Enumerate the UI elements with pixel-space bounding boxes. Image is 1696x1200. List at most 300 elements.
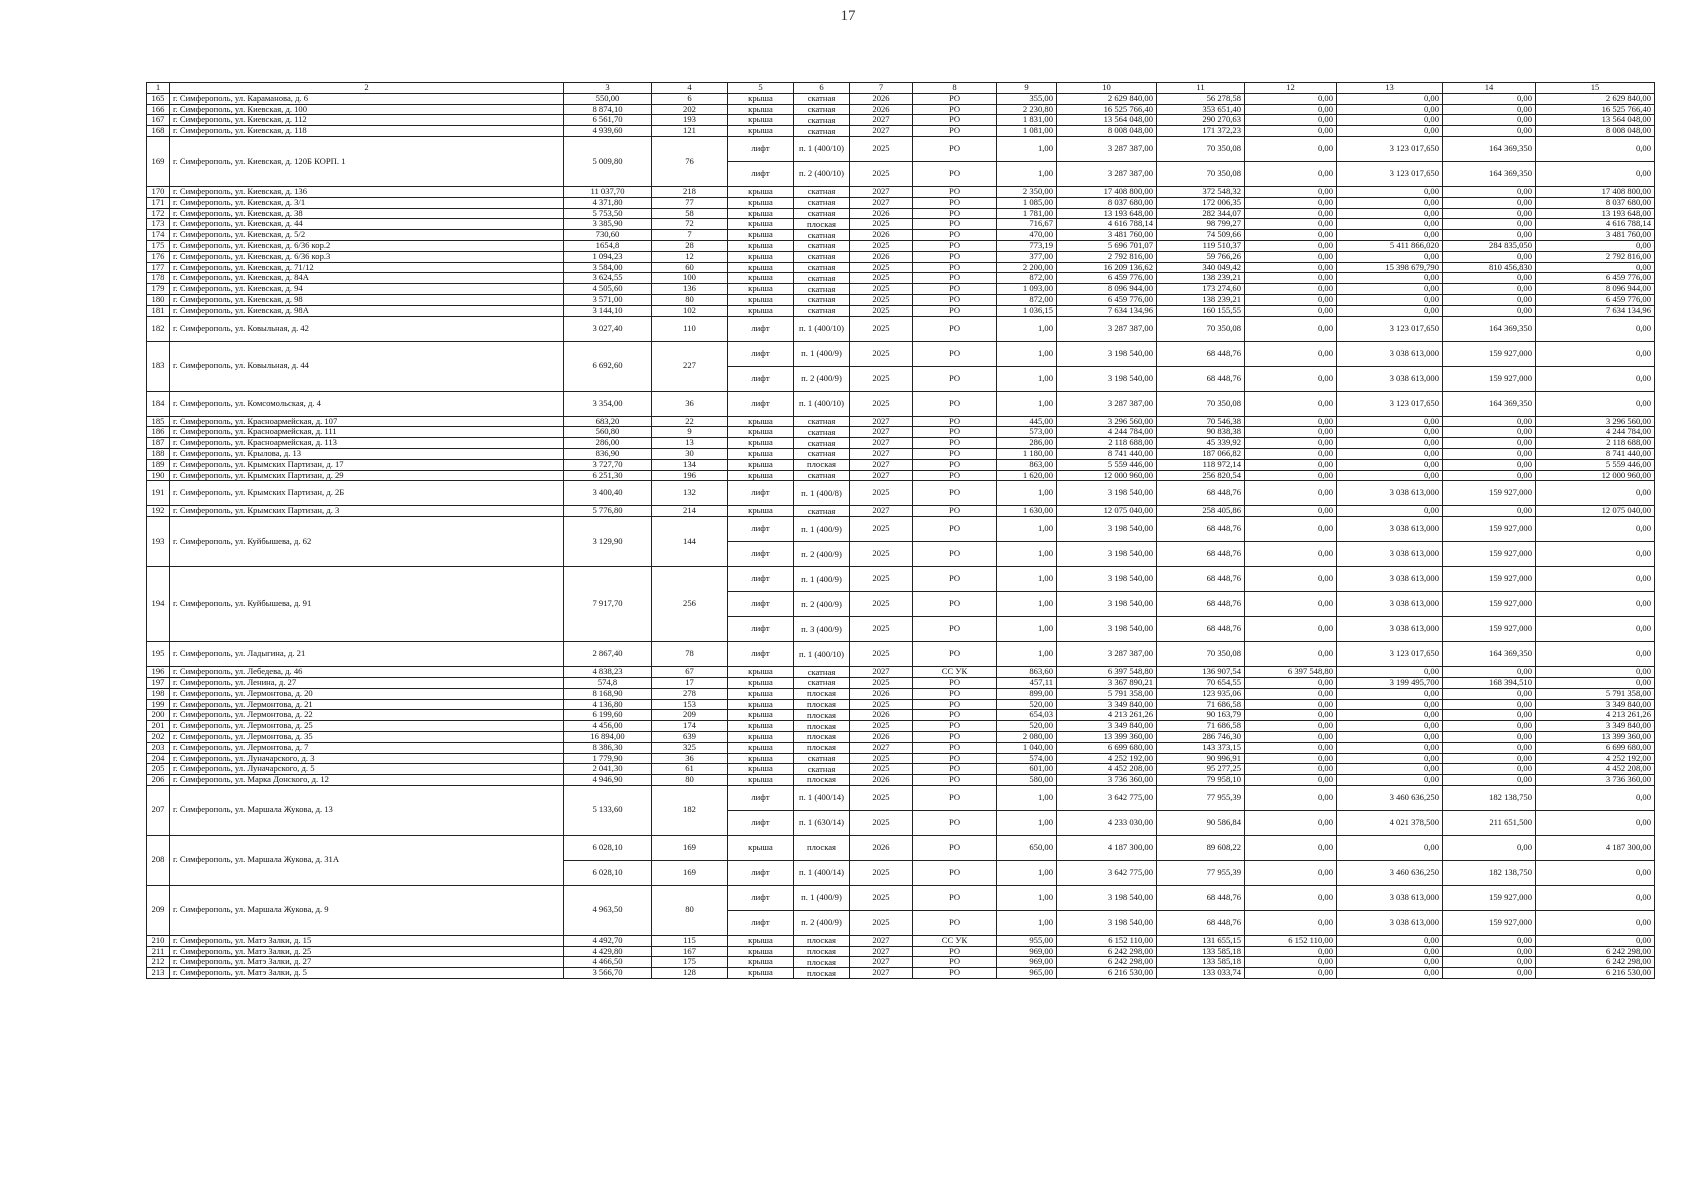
- area-cell: 3 129,90: [564, 517, 652, 567]
- total-cost-cell: 3 736 360,00: [1057, 775, 1157, 786]
- residents-cell: 58: [652, 208, 728, 219]
- residents-cell: 9: [652, 427, 728, 438]
- address-cell: г. Симферополь, ул. Киевская, д. 112: [170, 115, 564, 126]
- method-cell: РО: [913, 885, 997, 910]
- work-type-cell: лифт: [728, 341, 794, 366]
- page-number: 17: [840, 8, 856, 24]
- volume-cell: 2 350,00: [997, 186, 1057, 197]
- work-detail-cell: плоская: [794, 699, 850, 710]
- volume-cell: 1 620,00: [997, 470, 1057, 481]
- column-number: 11: [1157, 83, 1245, 94]
- work-detail-cell: скатная: [794, 305, 850, 316]
- table-row: [147, 481, 1655, 506]
- total-cost-cell: 3 198 540,00: [1057, 567, 1157, 592]
- table-row: [147, 742, 1655, 753]
- work-detail-cell: п. 2 (400/9): [794, 542, 850, 567]
- fund-cell: 0,00: [1337, 835, 1443, 860]
- area-cell: 5 753,50: [564, 208, 652, 219]
- unit-cost-cell: 56 278,58: [1157, 93, 1245, 104]
- residents-cell: 214: [652, 506, 728, 517]
- owner-funds-cell: 0,00: [1245, 230, 1337, 241]
- work-type-cell: крыша: [728, 427, 794, 438]
- work-type-cell: крыша: [728, 968, 794, 979]
- total-cost-cell: 3 287 387,00: [1057, 642, 1157, 667]
- budget-cell: 810 456,830: [1443, 262, 1536, 273]
- fund-cell: 0,00: [1337, 284, 1443, 295]
- unit-cost-cell: 172 006,35: [1157, 197, 1245, 208]
- address-cell: г. Симферополь, ул. Киевская, д. 94: [170, 284, 564, 295]
- other-funds-cell: 0,00: [1536, 592, 1655, 617]
- other-funds-cell: 5 559 446,00: [1536, 459, 1655, 470]
- unit-cost-cell: 68 448,76: [1157, 910, 1245, 935]
- table-row: [147, 699, 1655, 710]
- volume-cell: 654,03: [997, 710, 1057, 721]
- work-type-cell: крыша: [728, 305, 794, 316]
- volume-cell: 1,00: [997, 642, 1057, 667]
- year-cell: 2027: [850, 935, 913, 946]
- total-cost-cell: 17 408 800,00: [1057, 186, 1157, 197]
- other-funds-cell: 0,00: [1536, 642, 1655, 667]
- total-cost-cell: 3 198 540,00: [1057, 366, 1157, 391]
- other-funds-cell: 3 349 840,00: [1536, 721, 1655, 732]
- residents-cell: 102: [652, 305, 728, 316]
- total-cost-cell: 4 233 030,00: [1057, 810, 1157, 835]
- address-cell: г. Симферополь, ул. Красноармейская, д. 113: [170, 438, 564, 449]
- year-cell: 2025: [850, 262, 913, 273]
- fund-cell: 0,00: [1337, 186, 1443, 197]
- method-cell: РО: [913, 104, 997, 115]
- row-number-cell: 170: [147, 186, 170, 197]
- column-number-row: [147, 83, 1655, 94]
- year-cell: 2025: [850, 699, 913, 710]
- fund-cell: 3 038 613,000: [1337, 617, 1443, 642]
- work-detail-cell: плоская: [794, 742, 850, 753]
- year-cell: 2027: [850, 957, 913, 968]
- table-row: [147, 677, 1655, 688]
- owner-funds-cell: 0,00: [1245, 710, 1337, 721]
- total-cost-cell: 16 525 766,40: [1057, 104, 1157, 115]
- residents-cell: 128: [652, 968, 728, 979]
- year-cell: 2027: [850, 968, 913, 979]
- owner-funds-cell: 0,00: [1245, 957, 1337, 968]
- budget-cell: 0,00: [1443, 448, 1536, 459]
- work-detail-cell: скатная: [794, 506, 850, 517]
- residents-cell: 182: [652, 785, 728, 835]
- area-cell: 5 776,80: [564, 506, 652, 517]
- fund-cell: 3 038 613,000: [1337, 567, 1443, 592]
- total-cost-cell: 2 629 840,00: [1057, 93, 1157, 104]
- unit-cost-cell: 119 510,37: [1157, 240, 1245, 251]
- residents-cell: 80: [652, 294, 728, 305]
- area-cell: 550,00: [564, 93, 652, 104]
- residents-cell: 76: [652, 136, 728, 186]
- method-cell: РО: [913, 957, 997, 968]
- owner-funds-cell: 0,00: [1245, 592, 1337, 617]
- work-detail-cell: п. 2 (400/10): [794, 161, 850, 186]
- column-number: 4: [652, 83, 728, 94]
- volume-cell: 601,00: [997, 764, 1057, 775]
- budget-cell: 0,00: [1443, 667, 1536, 678]
- volume-cell: 377,00: [997, 251, 1057, 262]
- method-cell: РО: [913, 341, 997, 366]
- fund-cell: 3 123 017,650: [1337, 642, 1443, 667]
- year-cell: 2026: [850, 208, 913, 219]
- unit-cost-cell: 90 996,91: [1157, 753, 1245, 764]
- total-cost-cell: 3 481 760,00: [1057, 230, 1157, 241]
- area-cell: 8 168,90: [564, 688, 652, 699]
- total-cost-cell: 2 792 816,00: [1057, 251, 1157, 262]
- address-cell: г. Симферополь, ул. Красноармейская, д. 107: [170, 416, 564, 427]
- row-number-cell: 204: [147, 753, 170, 764]
- row-number-cell: 213: [147, 968, 170, 979]
- address-cell: г. Симферополь, ул. Крымских Партизан, д. 17: [170, 459, 564, 470]
- unit-cost-cell: 256 820,54: [1157, 470, 1245, 481]
- owner-funds-cell: 0,00: [1245, 506, 1337, 517]
- other-funds-cell: 5 791 358,00: [1536, 688, 1655, 699]
- method-cell: РО: [913, 688, 997, 699]
- total-cost-cell: 3 296 560,00: [1057, 416, 1157, 427]
- volume-cell: 2 230,80: [997, 104, 1057, 115]
- other-funds-cell: 0,00: [1536, 885, 1655, 910]
- volume-cell: 2 080,00: [997, 731, 1057, 742]
- year-cell: 2027: [850, 459, 913, 470]
- total-cost-cell: 3 287 387,00: [1057, 136, 1157, 161]
- method-cell: РО: [913, 470, 997, 481]
- other-funds-cell: 7 634 134,96: [1536, 305, 1655, 316]
- address-cell: г. Симферополь, ул. Матэ Залки, д. 5: [170, 968, 564, 979]
- unit-cost-cell: 95 277,25: [1157, 764, 1245, 775]
- budget-cell: 164 369,350: [1443, 316, 1536, 341]
- budget-cell: 0,00: [1443, 186, 1536, 197]
- budget-cell: 0,00: [1443, 438, 1536, 449]
- total-cost-cell: 6 459 776,00: [1057, 273, 1157, 284]
- work-detail-cell: плоская: [794, 710, 850, 721]
- row-number-cell: 211: [147, 946, 170, 957]
- year-cell: 2026: [850, 710, 913, 721]
- method-cell: РО: [913, 126, 997, 137]
- row-number-cell: 196: [147, 667, 170, 678]
- budget-cell: 0,00: [1443, 935, 1536, 946]
- volume-cell: 1,00: [997, 910, 1057, 935]
- method-cell: РО: [913, 860, 997, 885]
- method-cell: РО: [913, 294, 997, 305]
- owner-funds-cell: 0,00: [1245, 427, 1337, 438]
- residents-cell: 17: [652, 677, 728, 688]
- method-cell: РО: [913, 785, 997, 810]
- other-funds-cell: 3 296 560,00: [1536, 416, 1655, 427]
- budget-cell: 159 927,000: [1443, 341, 1536, 366]
- method-cell: РО: [913, 459, 997, 470]
- other-funds-cell: 17 408 800,00: [1536, 186, 1655, 197]
- budget-cell: 159 927,000: [1443, 617, 1536, 642]
- fund-cell: 3 460 636,250: [1337, 785, 1443, 810]
- other-funds-cell: 0,00: [1536, 136, 1655, 161]
- total-cost-cell: 4 252 192,00: [1057, 753, 1157, 764]
- area-cell: 2 041,30: [564, 764, 652, 775]
- fund-cell: 3 038 613,000: [1337, 366, 1443, 391]
- work-type-cell: крыша: [728, 104, 794, 115]
- fund-cell: 0,00: [1337, 93, 1443, 104]
- year-cell: 2026: [850, 251, 913, 262]
- total-cost-cell: 6 242 298,00: [1057, 957, 1157, 968]
- residents-cell: 134: [652, 459, 728, 470]
- residents-cell: 256: [652, 567, 728, 642]
- table-row: [147, 316, 1655, 341]
- work-detail-cell: п. 1 (630/14): [794, 810, 850, 835]
- work-type-cell: крыша: [728, 731, 794, 742]
- total-cost-cell: 12 075 040,00: [1057, 506, 1157, 517]
- fund-cell: 0,00: [1337, 459, 1443, 470]
- work-type-cell: крыша: [728, 262, 794, 273]
- table-row: [147, 775, 1655, 786]
- volume-cell: 1,00: [997, 567, 1057, 592]
- year-cell: 2027: [850, 115, 913, 126]
- year-cell: 2025: [850, 294, 913, 305]
- unit-cost-cell: 71 686,58: [1157, 721, 1245, 732]
- owner-funds-cell: 0,00: [1245, 197, 1337, 208]
- address-cell: г. Симферополь, ул. Ковыльная, д. 44: [170, 341, 564, 391]
- budget-cell: 0,00: [1443, 115, 1536, 126]
- budget-cell: 0,00: [1443, 459, 1536, 470]
- fund-cell: 0,00: [1337, 775, 1443, 786]
- owner-funds-cell: 6 152 110,00: [1245, 935, 1337, 946]
- year-cell: 2027: [850, 448, 913, 459]
- work-detail-cell: скатная: [794, 416, 850, 427]
- unit-cost-cell: 77 955,39: [1157, 860, 1245, 885]
- method-cell: РО: [913, 567, 997, 592]
- address-cell: г. Симферополь, ул. Киевская, д. 6/36 кор.3: [170, 251, 564, 262]
- method-cell: РО: [913, 366, 997, 391]
- area-cell: 683,20: [564, 416, 652, 427]
- work-detail-cell: плоская: [794, 721, 850, 732]
- residents-cell: 28: [652, 240, 728, 251]
- table-row: [147, 517, 1655, 542]
- volume-cell: 1 036,15: [997, 305, 1057, 316]
- table-row: [147, 126, 1655, 137]
- volume-cell: 1 781,00: [997, 208, 1057, 219]
- address-cell: г. Симферополь, ул. Лермонтова, д. 25: [170, 721, 564, 732]
- budget-cell: 0,00: [1443, 427, 1536, 438]
- volume-cell: 1,00: [997, 542, 1057, 567]
- work-detail-cell: скатная: [794, 448, 850, 459]
- year-cell: 2025: [850, 273, 913, 284]
- other-funds-cell: 0,00: [1536, 910, 1655, 935]
- residents-cell: 193: [652, 115, 728, 126]
- budget-cell: 0,00: [1443, 305, 1536, 316]
- unit-cost-cell: 68 448,76: [1157, 542, 1245, 567]
- area-cell: 6 028,10: [564, 835, 652, 860]
- residents-cell: 72: [652, 219, 728, 230]
- total-cost-cell: 5 791 358,00: [1057, 688, 1157, 699]
- address-cell: г. Симферополь, ул. Киевская, д. 6/36 кор.2: [170, 240, 564, 251]
- owner-funds-cell: 0,00: [1245, 93, 1337, 104]
- volume-cell: 1,00: [997, 592, 1057, 617]
- address-cell: г. Симферополь, ул. Киевская, д. 136: [170, 186, 564, 197]
- year-cell: 2025: [850, 860, 913, 885]
- method-cell: РО: [913, 481, 997, 506]
- budget-cell: 0,00: [1443, 104, 1536, 115]
- volume-cell: 2 200,00: [997, 262, 1057, 273]
- method-cell: РО: [913, 946, 997, 957]
- address-cell: г. Симферополь, ул. Луначарского, д. 5: [170, 764, 564, 775]
- unit-cost-cell: 68 448,76: [1157, 885, 1245, 910]
- volume-cell: 650,00: [997, 835, 1057, 860]
- other-funds-cell: 6 459 776,00: [1536, 294, 1655, 305]
- area-cell: 3 385,90: [564, 219, 652, 230]
- unit-cost-cell: 68 448,76: [1157, 517, 1245, 542]
- row-number-cell: 185: [147, 416, 170, 427]
- row-number-cell: 187: [147, 438, 170, 449]
- budget-cell: 0,00: [1443, 251, 1536, 262]
- row-number-cell: 174: [147, 230, 170, 241]
- work-detail-cell: скатная: [794, 251, 850, 262]
- unit-cost-cell: 70 350,08: [1157, 391, 1245, 416]
- row-number-cell: 175: [147, 240, 170, 251]
- year-cell: 2025: [850, 910, 913, 935]
- residents-cell: 13: [652, 438, 728, 449]
- work-detail-cell: скатная: [794, 427, 850, 438]
- address-cell: г. Симферополь, ул. Киевская, д. 98: [170, 294, 564, 305]
- method-cell: РО: [913, 699, 997, 710]
- residents-cell: 22: [652, 416, 728, 427]
- table-row: [147, 885, 1655, 910]
- year-cell: 2027: [850, 506, 913, 517]
- year-cell: 2026: [850, 688, 913, 699]
- work-detail-cell: п. 2 (400/9): [794, 910, 850, 935]
- fund-cell: 3 038 613,000: [1337, 542, 1443, 567]
- unit-cost-cell: 77 955,39: [1157, 785, 1245, 810]
- work-detail-cell: скатная: [794, 93, 850, 104]
- unit-cost-cell: 70 350,08: [1157, 161, 1245, 186]
- budget-cell: 0,00: [1443, 197, 1536, 208]
- fund-cell: 0,00: [1337, 438, 1443, 449]
- owner-funds-cell: 0,00: [1245, 688, 1337, 699]
- fund-cell: 0,00: [1337, 251, 1443, 262]
- other-funds-cell: 0,00: [1536, 860, 1655, 885]
- address-cell: г. Симферополь, ул. Киевская, д. 98А: [170, 305, 564, 316]
- total-cost-cell: 4 244 784,00: [1057, 427, 1157, 438]
- work-type-cell: лифт: [728, 810, 794, 835]
- unit-cost-cell: 171 372,23: [1157, 126, 1245, 137]
- total-cost-cell: 3 349 840,00: [1057, 699, 1157, 710]
- row-number-cell: 191: [147, 481, 170, 506]
- unit-cost-cell: 173 274,60: [1157, 284, 1245, 295]
- budget-cell: 0,00: [1443, 775, 1536, 786]
- table-row: [147, 251, 1655, 262]
- year-cell: 2025: [850, 161, 913, 186]
- volume-cell: 716,67: [997, 219, 1057, 230]
- table-row: [147, 341, 1655, 366]
- fund-cell: 0,00: [1337, 230, 1443, 241]
- year-cell: 2026: [850, 230, 913, 241]
- fund-cell: 0,00: [1337, 710, 1443, 721]
- work-type-cell: крыша: [728, 742, 794, 753]
- fund-cell: 3 460 636,250: [1337, 860, 1443, 885]
- method-cell: РО: [913, 592, 997, 617]
- work-detail-cell: плоская: [794, 946, 850, 957]
- residents-cell: 169: [652, 860, 728, 885]
- fund-cell: 5 411 866,020: [1337, 240, 1443, 251]
- fund-cell: 0,00: [1337, 731, 1443, 742]
- method-cell: РО: [913, 517, 997, 542]
- work-type-cell: крыша: [728, 935, 794, 946]
- work-type-cell: крыша: [728, 240, 794, 251]
- volume-cell: 574,00: [997, 753, 1057, 764]
- address-cell: г. Симферополь, ул. Красноармейская, д. 111: [170, 427, 564, 438]
- other-funds-cell: 0,00: [1536, 240, 1655, 251]
- method-cell: РО: [913, 273, 997, 284]
- area-cell: 574,8: [564, 677, 652, 688]
- table-row: [147, 753, 1655, 764]
- area-cell: 7 917,70: [564, 567, 652, 642]
- fund-cell: 0,00: [1337, 305, 1443, 316]
- other-funds-cell: 0,00: [1536, 366, 1655, 391]
- unit-cost-cell: 68 448,76: [1157, 567, 1245, 592]
- row-number-cell: 189: [147, 459, 170, 470]
- fund-cell: 3 038 613,000: [1337, 481, 1443, 506]
- fund-cell: 3 038 613,000: [1337, 910, 1443, 935]
- owner-funds-cell: 0,00: [1245, 946, 1337, 957]
- address-cell: г. Симферополь, ул. Лермонтова, д. 7: [170, 742, 564, 753]
- owner-funds-cell: 0,00: [1245, 810, 1337, 835]
- budget-cell: 182 138,750: [1443, 785, 1536, 810]
- year-cell: 2025: [850, 810, 913, 835]
- residents-cell: 175: [652, 957, 728, 968]
- work-detail-cell: скатная: [794, 753, 850, 764]
- unit-cost-cell: 68 448,76: [1157, 592, 1245, 617]
- row-number-cell: 202: [147, 731, 170, 742]
- work-type-cell: крыша: [728, 677, 794, 688]
- address-cell: г. Симферополь, ул. Лермонтова, д. 35: [170, 731, 564, 742]
- unit-cost-cell: 133 033,74: [1157, 968, 1245, 979]
- area-cell: 5 009,80: [564, 136, 652, 186]
- other-funds-cell: 0,00: [1536, 785, 1655, 810]
- budget-cell: 164 369,350: [1443, 391, 1536, 416]
- volume-cell: 1,00: [997, 341, 1057, 366]
- unit-cost-cell: 133 585,18: [1157, 957, 1245, 968]
- row-number-cell: 199: [147, 699, 170, 710]
- other-funds-cell: 13 399 360,00: [1536, 731, 1655, 742]
- residents-cell: 209: [652, 710, 728, 721]
- total-cost-cell: 3 287 387,00: [1057, 391, 1157, 416]
- table-row: [147, 642, 1655, 667]
- work-detail-cell: п. 1 (400/9): [794, 567, 850, 592]
- owner-funds-cell: 0,00: [1245, 273, 1337, 284]
- owner-funds-cell: 0,00: [1245, 753, 1337, 764]
- table-row: [147, 115, 1655, 126]
- total-cost-cell: 8 096 944,00: [1057, 284, 1157, 295]
- volume-cell: 445,00: [997, 416, 1057, 427]
- total-cost-cell: 3 287 387,00: [1057, 161, 1157, 186]
- total-cost-cell: 3 198 540,00: [1057, 885, 1157, 910]
- total-cost-cell: 3 198 540,00: [1057, 617, 1157, 642]
- address-cell: г. Симферополь, ул. Маршала Жукова, д. 9: [170, 885, 564, 935]
- other-funds-cell: 2 792 816,00: [1536, 251, 1655, 262]
- total-cost-cell: 3 349 840,00: [1057, 721, 1157, 732]
- other-funds-cell: 8 008 048,00: [1536, 126, 1655, 137]
- volume-cell: 1,00: [997, 810, 1057, 835]
- unit-cost-cell: 68 448,76: [1157, 366, 1245, 391]
- year-cell: 2025: [850, 517, 913, 542]
- method-cell: РО: [913, 968, 997, 979]
- table-row: [147, 688, 1655, 699]
- total-cost-cell: 6 152 110,00: [1057, 935, 1157, 946]
- volume-cell: 286,00: [997, 438, 1057, 449]
- residents-cell: 153: [652, 699, 728, 710]
- address-cell: г. Симферополь, ул. Лермонтова, д. 20: [170, 688, 564, 699]
- volume-cell: 1,00: [997, 391, 1057, 416]
- area-cell: 4 492,70: [564, 935, 652, 946]
